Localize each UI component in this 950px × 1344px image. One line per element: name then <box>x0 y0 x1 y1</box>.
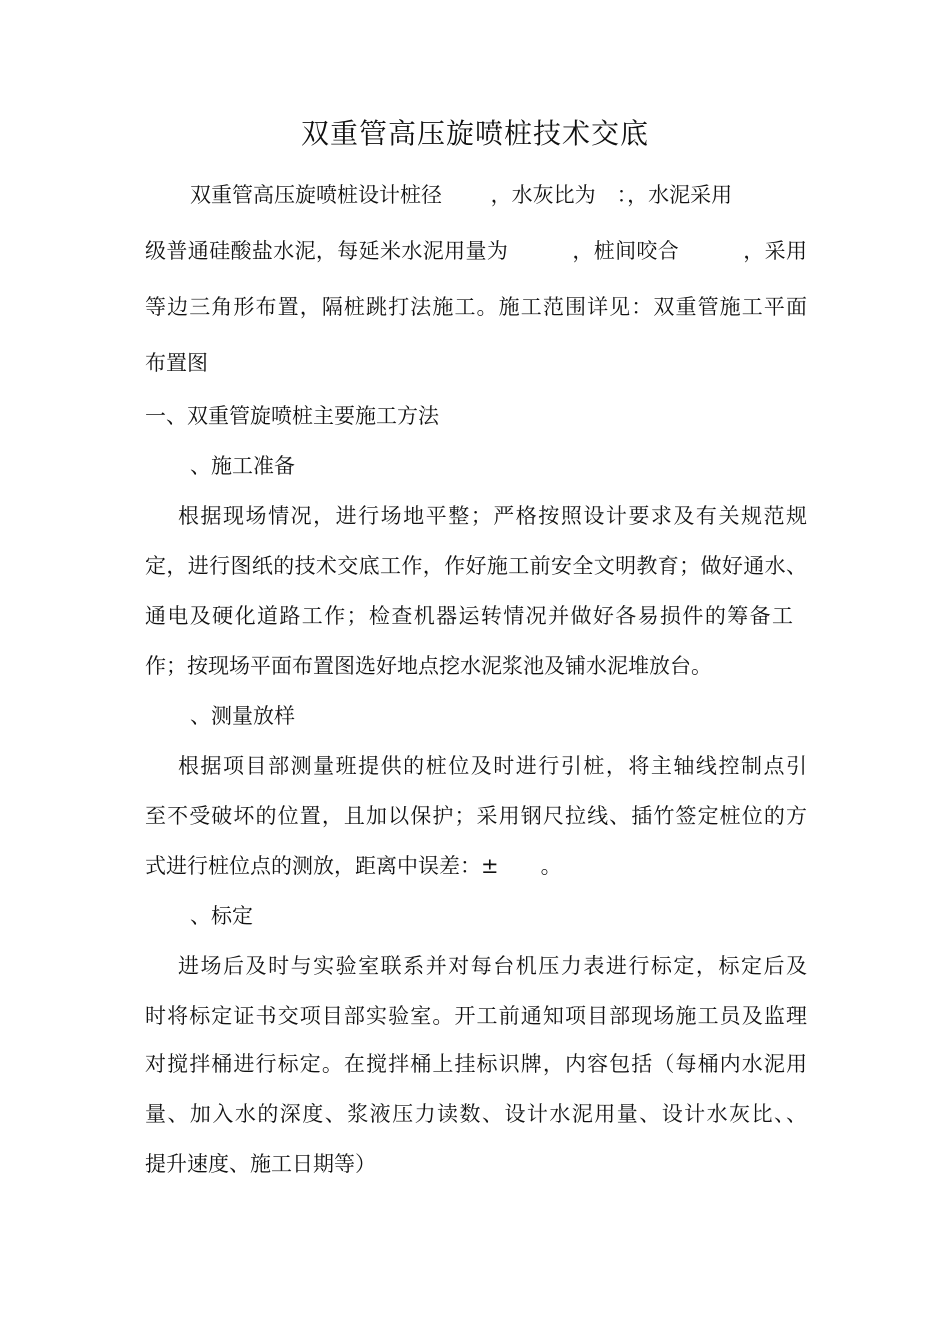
paragraph-line: 作；按现场平面布置图选好地点挖水泥浆池及铺水泥堆放台。 <box>145 654 712 678</box>
paragraph-line: 通电及硬化道路工作；检查机器运转情况并做好各易损件的筹备工 <box>145 604 793 628</box>
paragraph-line: 双重管高压旋喷桩设计桩径 ，水灰比为 ：，水泥采用 <box>190 183 733 207</box>
subsection-heading: 、测量放样 <box>190 704 295 728</box>
document-title: 双重管高压旋喷桩技术交底 <box>300 117 649 150</box>
paragraph-line: 定，进行图纸的技术交底工作，作好施工前安全文明教育；做好通水、 <box>145 554 807 578</box>
paragraph-line: 量、加入水的深度、浆液压力读数、设计水泥用量、设计水灰比、、 <box>145 1102 807 1126</box>
paragraph-line: 至不受破坏的位置，且加以保护；采用钢尺拉线、插竹签定桩位的方 <box>145 804 807 828</box>
subsection-heading: 、施工准备 <box>190 454 295 478</box>
paragraph-line: 提升速度、施工日期等） <box>145 1152 376 1176</box>
paragraph-line: 对搅拌桶进行标定。在搅拌桶上挂标识牌，内容包括（每桶内水泥用 <box>145 1052 807 1076</box>
paragraph-line: 等边三角形布置，隔桩跳打法施工。施工范围详见：双重管施工平面 <box>145 295 807 319</box>
subsection-heading: 、标定 <box>190 904 253 928</box>
paragraph-line: 布置图 <box>145 351 208 375</box>
section-heading: 一、双重管旋喷桩主要施工方法 <box>145 404 439 428</box>
paragraph-line: 根据项目部测量班提供的桩位及时进行引桩，将主轴线控制点引 <box>178 754 807 778</box>
paragraph-line: 式进行桩位点的测放，距离中误差：± 。 <box>145 854 562 878</box>
paragraph-line: 级普通硅酸盐水泥，每延米水泥用量为 ，桩间咬合 ，采用 <box>145 239 807 263</box>
paragraph-line: 进场后及时与实验室联系并对每台机压力表进行标定，标定后及 <box>178 954 807 978</box>
paragraph-line: 根据现场情况，进行场地平整；严格按照设计要求及有关规范规 <box>178 504 807 528</box>
paragraph-line: 时将标定证书交项目部实验室。开工前通知项目部现场施工员及监理 <box>145 1004 807 1028</box>
